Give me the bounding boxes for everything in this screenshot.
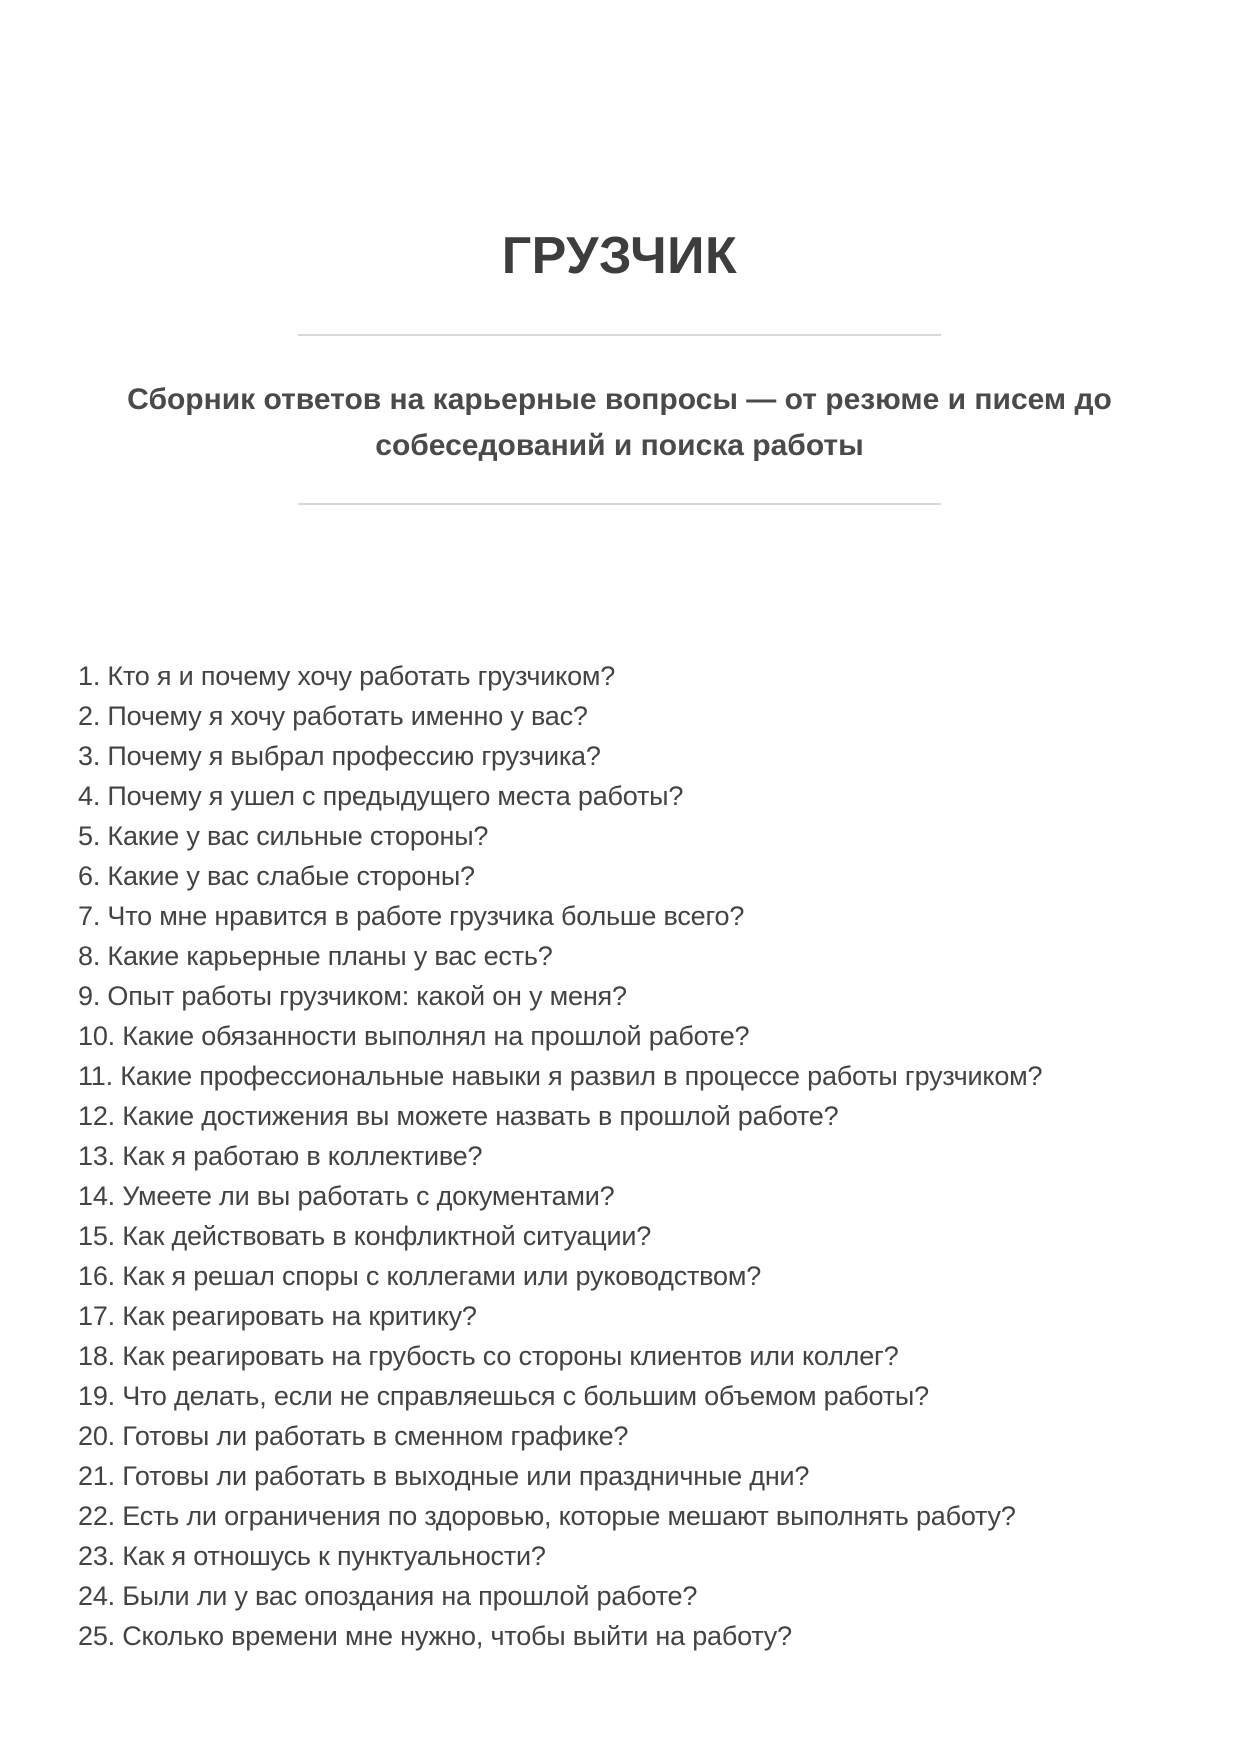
question-item: 15. Как действовать в конфликтной ситуации? bbox=[78, 1221, 652, 1251]
question-item: 16. Как я решал споры с коллегами или руководством? bbox=[78, 1261, 762, 1291]
subtitle-line-2: собеседований и поиска работы bbox=[375, 429, 864, 462]
question-item: 18. Как реагировать на грубость со стороны клиентов или коллег? bbox=[78, 1341, 899, 1371]
question-item: 20. Готовы ли работать в сменном графике? bbox=[78, 1421, 629, 1451]
page-title: ГРУЗЧИК bbox=[501, 226, 738, 285]
question-item: 3. Почему я выбрал профессию грузчика? bbox=[78, 741, 601, 771]
question-item: 5. Какие у вас сильные стороны? bbox=[78, 821, 489, 851]
question-item: 17. Как реагировать на критику? bbox=[78, 1301, 477, 1331]
question-item: 25. Сколько времени мне нужно, чтобы выйти на работу? bbox=[78, 1621, 792, 1651]
question-item: 14. Умеете ли вы работать с документами? bbox=[78, 1181, 615, 1211]
question-item: 7. Что мне нравится в работе грузчика больше всего? bbox=[78, 901, 745, 931]
question-item: 23. Как я отношусь к пунктуальности? bbox=[78, 1541, 546, 1571]
question-list bbox=[78, 656, 1189, 1656]
question-item: 21. Готовы ли работать в выходные или праздничные дни? bbox=[78, 1461, 810, 1491]
question-item: 12. Какие достижения вы можете назвать в прошлой работе? bbox=[78, 1101, 839, 1131]
question-item: 1. Кто я и почему хочу работать грузчиком? bbox=[78, 661, 616, 691]
question-item: 22. Есть ли ограничения по здоровью, которые мешают выполнять работу? bbox=[78, 1501, 1016, 1531]
divider-top bbox=[298, 334, 941, 336]
question-item: 13. Как я работаю в коллективе? bbox=[78, 1141, 483, 1171]
divider-bottom bbox=[298, 503, 941, 505]
question-item: 6. Какие у вас слабые стороны? bbox=[78, 861, 475, 891]
question-item: 24. Были ли у вас опоздания на прошлой работе? bbox=[78, 1581, 698, 1611]
question-item: 8. Какие карьерные планы у вас есть? bbox=[78, 941, 553, 971]
subtitle-line-1: Сборник ответов на карьерные вопросы — от резюме и писем до bbox=[127, 383, 1112, 416]
question-item: 4. Почему я ушел с предыдущего места работы? bbox=[78, 781, 684, 811]
question-item: 9. Опыт работы грузчиком: какой он у меня? bbox=[78, 981, 627, 1011]
question-item: 11. Какие профессиональные навыки я развил в процессе работы грузчиком? bbox=[78, 1061, 1043, 1091]
question-item: 10. Какие обязанности выполнял на прошлой работе? bbox=[78, 1021, 750, 1051]
question-item: 2. Почему я хочу работать именно у вас? bbox=[78, 701, 588, 731]
page-subtitle bbox=[80, 377, 1160, 469]
question-item: 19. Что делать, если не справляешься с большим объемом работы? bbox=[78, 1381, 929, 1411]
